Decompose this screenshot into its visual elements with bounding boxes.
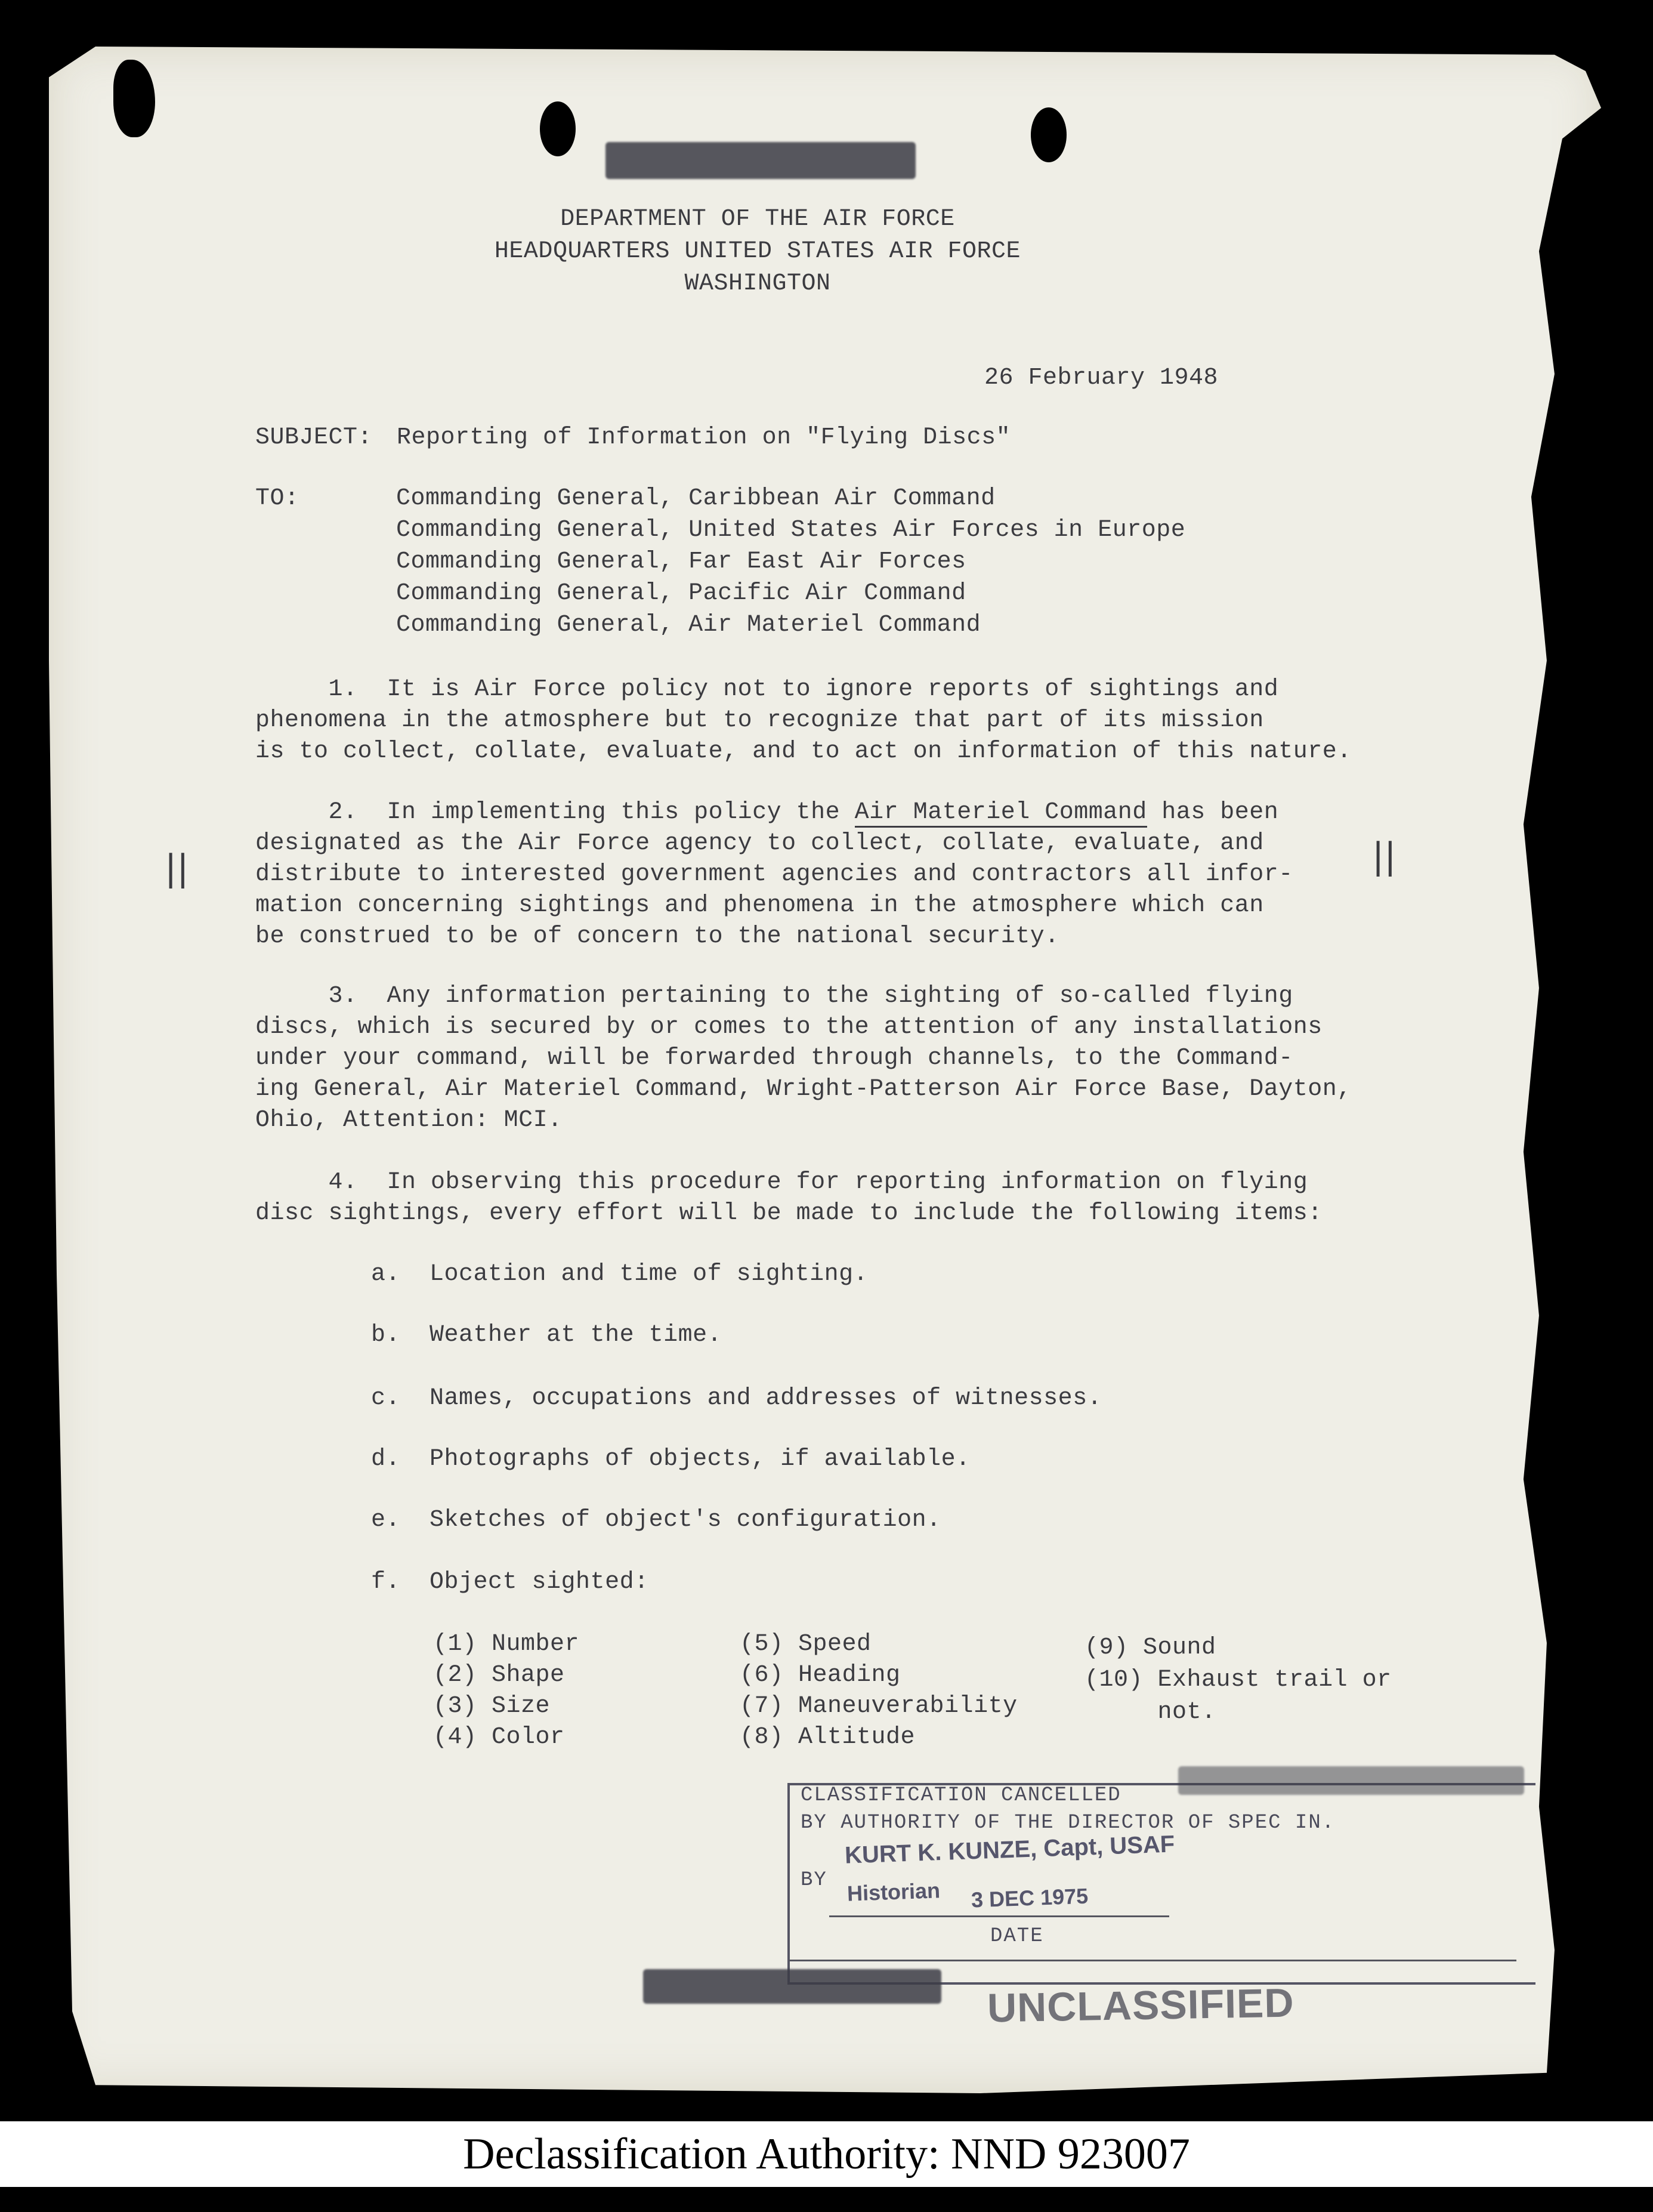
- recipient-3: Commanding General, Far East Air Forces: [396, 548, 966, 575]
- object-color: (4) Color: [433, 1724, 565, 1751]
- redaction-top: [605, 142, 916, 179]
- item-e: e. Sketches of object's configuration.: [371, 1507, 941, 1534]
- header-line-2: HEADQUARTERS UNITED STATES AIR FORCE: [494, 238, 1021, 265]
- object-exhaust-trail: (10) Exhaust trail or: [1085, 1667, 1392, 1693]
- object-number: (1) Number: [433, 1631, 580, 1658]
- para-3-line-4: ing General, Air Materiel Command, Wright-Patterson Air Force Base, Dayton,: [255, 1076, 1352, 1103]
- subject-label: SUBJECT:: [255, 424, 373, 451]
- object-sound: (9) Sound: [1085, 1634, 1216, 1661]
- para-4-line-2: disc sightings, every effort will be made to include the following items:: [255, 1200, 1323, 1227]
- recipient-5: Commanding General, Air Materiel Command: [396, 612, 981, 638]
- para-2-line-1-post: has been: [1147, 799, 1279, 826]
- punch-hole-right: [1031, 107, 1067, 162]
- margin-mark-left: ||: [165, 847, 189, 889]
- document-date: 26 February 1948: [984, 365, 1219, 391]
- para-1-line-1: 1. It is Air Force policy not to ignore reports of sightings and: [255, 676, 1279, 703]
- para-3-line-5: Ohio, Attention: MCI.: [255, 1107, 563, 1134]
- para-2-line-5: be construed to be of concern to the national security.: [255, 923, 1059, 950]
- unclassified-stamp: UNCLASSIFIED: [987, 1980, 1295, 2031]
- stamp-date-value: 3 DEC 1975: [971, 1883, 1089, 1912]
- stamp-signer-title: Historian: [846, 1878, 941, 1906]
- to-label: TO:: [255, 485, 299, 512]
- stamp-by-label: BY: [801, 1869, 827, 1892]
- stamp-line-1: CLASSIFICATION CANCELLED: [801, 1784, 1121, 1807]
- object-altitude: (8) Altitude: [740, 1724, 916, 1751]
- subject-text: Reporting of Information on "Flying Discs": [397, 424, 1011, 451]
- punch-hole-left: [540, 101, 576, 156]
- para-3-line-2: discs, which is secured by or comes to the attention of any installations: [255, 1014, 1323, 1041]
- air-materiel-command-underlined: Air Materiel Command: [855, 799, 1147, 828]
- para-2-line-1-pre: 2. In implementing this policy the: [255, 799, 855, 826]
- para-1-line-3: is to collect, collate, evaluate, and to act on information of this nature.: [255, 738, 1352, 765]
- header-line-3: WASHINGTON: [684, 270, 831, 297]
- para-2-line-4: mation concerning sightings and phenomena in the atmosphere which can: [255, 892, 1264, 919]
- stamp-date-label: DATE: [990, 1925, 1044, 1948]
- para-2-line-2: designated as the Air Force agency to collect, collate, evaluate, and: [255, 830, 1264, 857]
- declassification-caption: Declassification Authority: NND 923007: [0, 2121, 1653, 2187]
- item-a: a. Location and time of sighting.: [371, 1261, 869, 1288]
- stamp-date-rule: [829, 1915, 1169, 1917]
- object-speed: (5) Speed: [740, 1631, 872, 1658]
- para-2-line-1: [255, 797, 1278, 828]
- stamp-bottom-rule: [789, 1960, 1516, 1961]
- object-exhaust-trail-cont: not.: [1085, 1699, 1216, 1726]
- object-maneuverability: (7) Maneuverability: [740, 1693, 1018, 1720]
- redaction-bottom: [643, 1969, 941, 2004]
- recipient-2: Commanding General, United States Air Forces in Europe: [396, 517, 1186, 544]
- para-4-line-1: 4. In observing this procedure for reporting information on flying: [255, 1169, 1308, 1196]
- stamp-line-2: BY AUTHORITY OF THE DIRECTOR OF SPEC IN.: [801, 1812, 1336, 1834]
- object-size: (3) Size: [433, 1693, 551, 1720]
- recipient-4: Commanding General, Pacific Air Command: [396, 580, 966, 607]
- header-line-1: DEPARTMENT OF THE AIR FORCE: [560, 206, 955, 233]
- item-c: c. Names, occupations and addresses of witnesses.: [371, 1385, 1102, 1412]
- para-3-line-1: 3. Any information pertaining to the sighting of so-called flying: [255, 983, 1293, 1010]
- recipient-1: Commanding General, Caribbean Air Command: [396, 485, 996, 512]
- object-shape: (2) Shape: [433, 1662, 565, 1689]
- object-heading: (6) Heading: [740, 1662, 901, 1689]
- margin-mark-right: ||: [1372, 835, 1396, 877]
- item-f: f. Object sighted:: [371, 1569, 649, 1596]
- item-d: d. Photographs of objects, if available.: [371, 1446, 971, 1473]
- para-2-line-3: distribute to interested government agencies and contractors all infor-: [255, 861, 1293, 888]
- para-3-line-3: under your command, will be forwarded through channels, to the Command-: [255, 1045, 1293, 1072]
- para-1-line-2: phenomena in the atmosphere but to recognize that part of its mission: [255, 707, 1264, 734]
- item-b: b. Weather at the time.: [371, 1322, 722, 1349]
- stamp-smudge: [1178, 1766, 1524, 1795]
- stamp-signer: KURT K. KUNZE, Capt, USAF: [844, 1831, 1175, 1869]
